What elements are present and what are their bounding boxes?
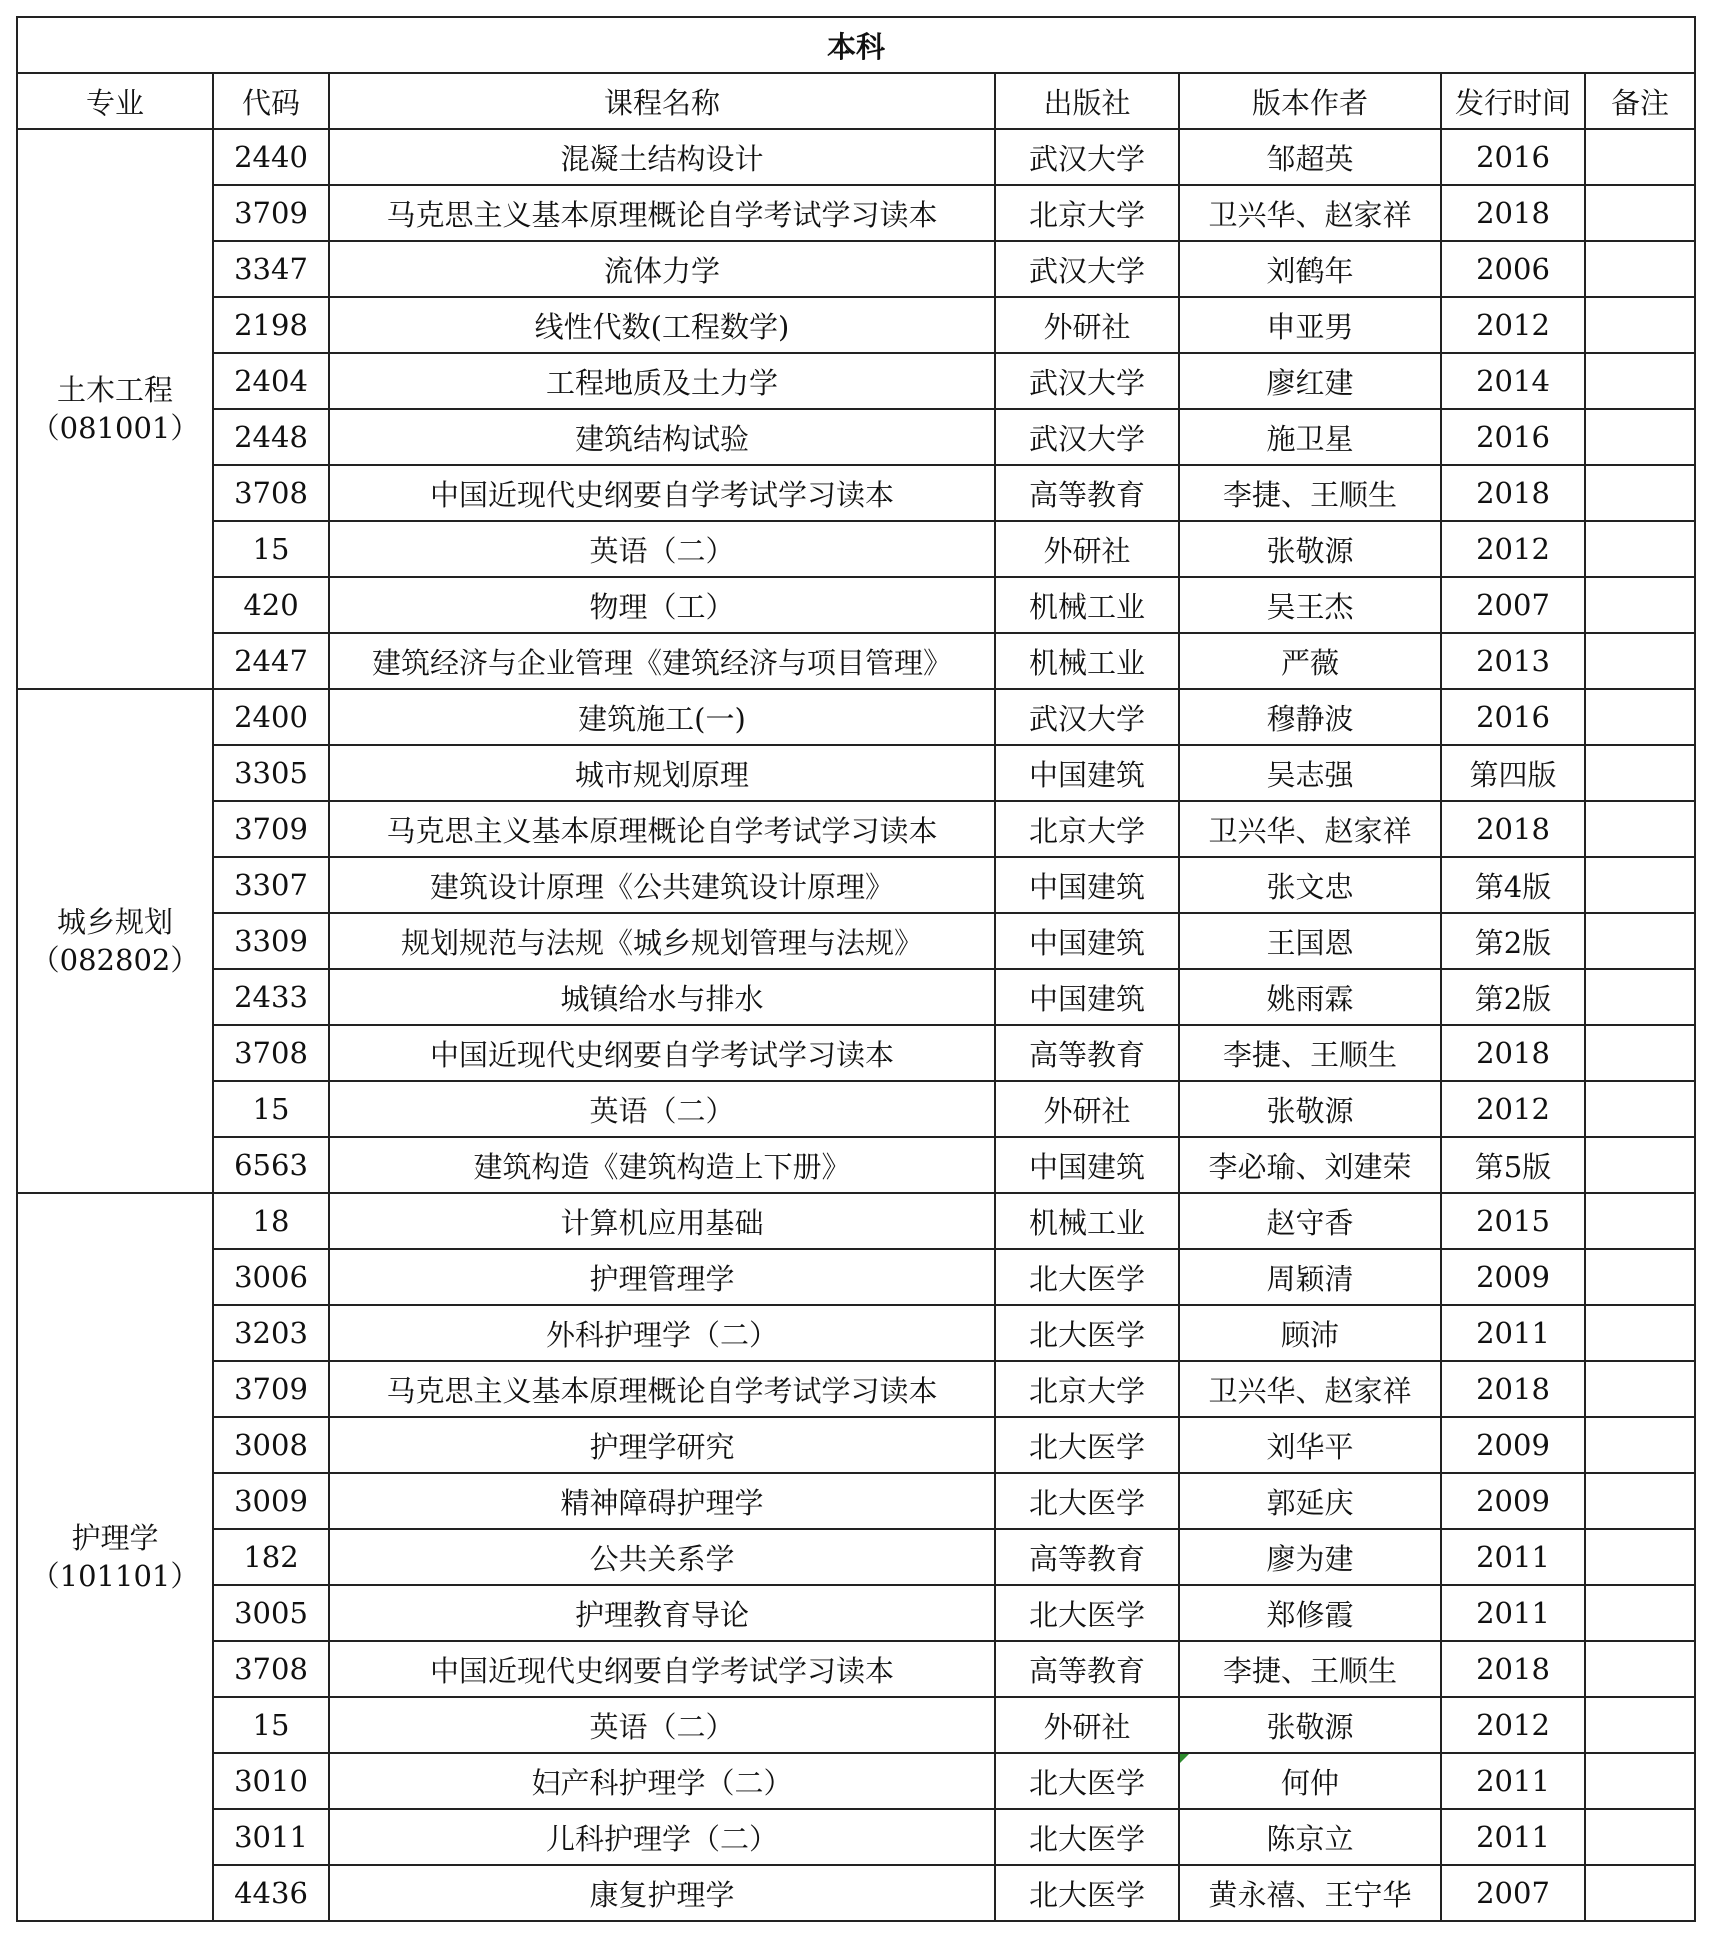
- table-row: [17, 913, 1695, 969]
- course-cell: 物理（工）: [329, 577, 995, 633]
- course-cell: 妇产科护理学（二）: [329, 1753, 995, 1809]
- code-cell: 3709: [213, 185, 329, 241]
- table-row: [17, 1585, 1695, 1641]
- note-cell: [1585, 577, 1695, 633]
- table-row: [17, 1249, 1695, 1305]
- major-code: （081001）: [30, 411, 200, 445]
- author-cell: 郑修霞: [1179, 1585, 1441, 1641]
- author-cell: 李捷、王顺生: [1179, 1641, 1441, 1697]
- note-cell: [1585, 185, 1695, 241]
- note-cell: [1585, 1305, 1695, 1361]
- author-cell: 陈京立: [1179, 1809, 1441, 1865]
- table-row: [17, 689, 1695, 745]
- date-cell: 2009: [1441, 1249, 1585, 1305]
- table-row: [17, 297, 1695, 353]
- date-cell: 第2版: [1441, 913, 1585, 969]
- code-cell: 2433: [213, 969, 329, 1025]
- publisher-cell: 中国建筑: [995, 1137, 1179, 1193]
- author-cell: 廖红建: [1179, 353, 1441, 409]
- code-cell: 3011: [213, 1809, 329, 1865]
- table-row: [17, 1753, 1695, 1809]
- date-cell: 2018: [1441, 185, 1585, 241]
- table-row: [17, 633, 1695, 689]
- table-row: [17, 241, 1695, 297]
- author-cell: 刘华平: [1179, 1417, 1441, 1473]
- date-cell: 第4版: [1441, 857, 1585, 913]
- date-cell: 2011: [1441, 1753, 1585, 1809]
- date-cell: 第5版: [1441, 1137, 1585, 1193]
- author-cell: 卫兴华、赵家祥: [1179, 1361, 1441, 1417]
- code-cell: 15: [213, 1081, 329, 1137]
- publisher-cell: 北大医学: [995, 1585, 1179, 1641]
- date-cell: 2011: [1441, 1585, 1585, 1641]
- author-cell: 张敬源: [1179, 1697, 1441, 1753]
- date-cell: 2018: [1441, 465, 1585, 521]
- date-cell: 2018: [1441, 1361, 1585, 1417]
- date-cell: 2016: [1441, 129, 1585, 185]
- table-row: [17, 1697, 1695, 1753]
- course-cell: 中国近现代史纲要自学考试学习读本: [329, 465, 995, 521]
- major-name: 城乡规划: [56, 905, 173, 939]
- code-cell: 2448: [213, 409, 329, 465]
- date-cell: 2006: [1441, 241, 1585, 297]
- publisher-cell: 外研社: [995, 1081, 1179, 1137]
- author-cell: 顾沛: [1179, 1305, 1441, 1361]
- note-cell: [1585, 1361, 1695, 1417]
- code-cell: 3305: [213, 745, 329, 801]
- date-cell: 2011: [1441, 1529, 1585, 1585]
- publisher-cell: 中国建筑: [995, 745, 1179, 801]
- publisher-cell: 机械工业: [995, 1193, 1179, 1249]
- course-cell: 护理教育导论: [329, 1585, 995, 1641]
- code-cell: 3010: [213, 1753, 329, 1809]
- date-cell: 2013: [1441, 633, 1585, 689]
- publisher-cell: 北大医学: [995, 1865, 1179, 1921]
- note-cell: [1585, 409, 1695, 465]
- code-cell: 2447: [213, 633, 329, 689]
- note-cell: [1585, 521, 1695, 577]
- code-cell: 3709: [213, 1361, 329, 1417]
- course-cell: 中国近现代史纲要自学考试学习读本: [329, 1025, 995, 1081]
- author-cell: 邹超英: [1179, 129, 1441, 185]
- code-cell: 3006: [213, 1249, 329, 1305]
- course-cell: 计算机应用基础: [329, 1193, 995, 1249]
- header-author: 版本作者: [1179, 73, 1441, 129]
- note-cell: [1585, 1585, 1695, 1641]
- course-cell: 建筑结构试验: [329, 409, 995, 465]
- note-cell: [1585, 1137, 1695, 1193]
- course-cell: 规划规范与法规《城乡规划管理与法规》: [329, 913, 995, 969]
- course-cell: 建筑施工(一): [329, 689, 995, 745]
- publisher-cell: 高等教育: [995, 465, 1179, 521]
- code-cell: 3347: [213, 241, 329, 297]
- publisher-cell: 外研社: [995, 521, 1179, 577]
- code-cell: 4436: [213, 1865, 329, 1921]
- course-table: [16, 16, 1696, 1922]
- table-row: [17, 1025, 1695, 1081]
- header-publisher: 出版社: [995, 73, 1179, 129]
- date-cell: 2012: [1441, 521, 1585, 577]
- course-cell: 精神障碍护理学: [329, 1473, 995, 1529]
- code-cell: 3009: [213, 1473, 329, 1529]
- table-title: 本科: [17, 17, 1695, 73]
- note-cell: [1585, 465, 1695, 521]
- table-row: [17, 521, 1695, 577]
- course-cell: 英语（二）: [329, 1081, 995, 1137]
- date-cell: 2016: [1441, 409, 1585, 465]
- note-cell: [1585, 353, 1695, 409]
- code-cell: 6563: [213, 1137, 329, 1193]
- table-row: [17, 353, 1695, 409]
- course-cell: 儿科护理学（二）: [329, 1809, 995, 1865]
- date-cell: 2011: [1441, 1809, 1585, 1865]
- author-cell: 张敬源: [1179, 1081, 1441, 1137]
- note-cell: [1585, 1417, 1695, 1473]
- author-cell: 郭延庆: [1179, 1473, 1441, 1529]
- header-date: 发行时间: [1441, 73, 1585, 129]
- code-cell: 3708: [213, 1025, 329, 1081]
- major-name: 土木工程: [56, 373, 173, 407]
- note-cell: [1585, 913, 1695, 969]
- note-cell: [1585, 1865, 1695, 1921]
- note-cell: [1585, 297, 1695, 353]
- course-cell: 城镇给水与排水: [329, 969, 995, 1025]
- author-cell: 赵守香: [1179, 1193, 1441, 1249]
- course-cell: 马克思主义基本原理概论自学考试学习读本: [329, 185, 995, 241]
- code-cell: 3005: [213, 1585, 329, 1641]
- table-row: [17, 577, 1695, 633]
- author-cell: 严薇: [1179, 633, 1441, 689]
- course-cell: 建筑构造《建筑构造上下册》: [329, 1137, 995, 1193]
- header-code: 代码: [213, 73, 329, 129]
- table-row: [17, 745, 1695, 801]
- publisher-cell: 武汉大学: [995, 689, 1179, 745]
- author-cell: 王国恩: [1179, 913, 1441, 969]
- major-code: （101101）: [30, 1559, 200, 1593]
- date-cell: 第2版: [1441, 969, 1585, 1025]
- publisher-cell: 高等教育: [995, 1025, 1179, 1081]
- major-name: 护理学: [71, 1521, 159, 1555]
- code-cell: 3708: [213, 465, 329, 521]
- date-cell: 2016: [1441, 689, 1585, 745]
- note-cell: [1585, 129, 1695, 185]
- course-cell: 城市规划原理: [329, 745, 995, 801]
- note-cell: [1585, 1473, 1695, 1529]
- publisher-cell: 北大医学: [995, 1417, 1179, 1473]
- publisher-cell: 中国建筑: [995, 969, 1179, 1025]
- table-row: [17, 1305, 1695, 1361]
- course-cell: 流体力学: [329, 241, 995, 297]
- author-cell: 卫兴华、赵家祥: [1179, 185, 1441, 241]
- date-cell: 2014: [1441, 353, 1585, 409]
- table-row: [17, 969, 1695, 1025]
- code-cell: 3203: [213, 1305, 329, 1361]
- note-cell: [1585, 633, 1695, 689]
- table-row: [17, 1529, 1695, 1585]
- date-cell: 2007: [1441, 577, 1585, 633]
- publisher-cell: 北大医学: [995, 1809, 1179, 1865]
- publisher-cell: 武汉大学: [995, 129, 1179, 185]
- table-row: [17, 465, 1695, 521]
- course-cell: 护理学研究: [329, 1417, 995, 1473]
- code-cell: 2400: [213, 689, 329, 745]
- author-cell: 李捷、王顺生: [1179, 465, 1441, 521]
- major-cell: [17, 129, 213, 689]
- author-cell: 施卫星: [1179, 409, 1441, 465]
- major-cell: [17, 689, 213, 1193]
- publisher-cell: 中国建筑: [995, 913, 1179, 969]
- author-cell: 穆静波: [1179, 689, 1441, 745]
- note-cell: [1585, 1249, 1695, 1305]
- code-cell: 3307: [213, 857, 329, 913]
- note-cell: [1585, 1081, 1695, 1137]
- publisher-cell: 北大医学: [995, 1473, 1179, 1529]
- note-cell: [1585, 1697, 1695, 1753]
- course-cell: 英语（二）: [329, 1697, 995, 1753]
- course-cell: 护理管理学: [329, 1249, 995, 1305]
- date-cell: 第四版: [1441, 745, 1585, 801]
- course-cell: 中国近现代史纲要自学考试学习读本: [329, 1641, 995, 1697]
- course-cell: 建筑经济与企业管理《建筑经济与项目管理》: [329, 633, 995, 689]
- table-row: [17, 1809, 1695, 1865]
- header-note: 备注: [1585, 73, 1695, 129]
- date-cell: 2009: [1441, 1473, 1585, 1529]
- major-code: （082802）: [30, 943, 200, 977]
- table-row: [17, 185, 1695, 241]
- note-cell: [1585, 241, 1695, 297]
- course-cell: 康复护理学: [329, 1865, 995, 1921]
- code-cell: 2440: [213, 129, 329, 185]
- note-cell: [1585, 1753, 1695, 1809]
- table-body: [17, 129, 1695, 1921]
- author-cell: 黄永禧、王宁华: [1179, 1865, 1441, 1921]
- date-cell: 2012: [1441, 1081, 1585, 1137]
- table-row: [17, 1081, 1695, 1137]
- course-cell: 外科护理学（二）: [329, 1305, 995, 1361]
- table-row: [17, 129, 1695, 185]
- date-cell: 2012: [1441, 297, 1585, 353]
- course-cell: 线性代数(工程数学): [329, 297, 995, 353]
- date-cell: 2018: [1441, 1025, 1585, 1081]
- code-cell: 420: [213, 577, 329, 633]
- author-cell: 姚雨霖: [1179, 969, 1441, 1025]
- note-cell: [1585, 1529, 1695, 1585]
- table-row: [17, 1137, 1695, 1193]
- publisher-cell: 北大医学: [995, 1249, 1179, 1305]
- publisher-cell: 北大医学: [995, 1753, 1179, 1809]
- course-cell: 建筑设计原理《公共建筑设计原理》: [329, 857, 995, 913]
- note-cell: [1585, 857, 1695, 913]
- date-cell: 2015: [1441, 1193, 1585, 1249]
- code-cell: 182: [213, 1529, 329, 1585]
- author-cell: 张文忠: [1179, 857, 1441, 913]
- table-row: [17, 1417, 1695, 1473]
- course-cell: 马克思主义基本原理概论自学考试学习读本: [329, 1361, 995, 1417]
- header-course: 课程名称: [329, 73, 995, 129]
- date-cell: 2009: [1441, 1417, 1585, 1473]
- publisher-cell: 武汉大学: [995, 409, 1179, 465]
- note-cell: [1585, 745, 1695, 801]
- publisher-cell: 机械工业: [995, 633, 1179, 689]
- course-cell: 公共关系学: [329, 1529, 995, 1585]
- note-cell: [1585, 689, 1695, 745]
- header-major: 专业: [17, 73, 213, 129]
- date-cell: 2007: [1441, 1865, 1585, 1921]
- date-cell: 2018: [1441, 1641, 1585, 1697]
- publisher-cell: 北京大学: [995, 185, 1179, 241]
- author-cell: 刘鹤年: [1179, 241, 1441, 297]
- code-cell: 3708: [213, 1641, 329, 1697]
- author-cell: 吴志强: [1179, 745, 1441, 801]
- author-cell: 李捷、王顺生: [1179, 1025, 1441, 1081]
- date-cell: 2018: [1441, 801, 1585, 857]
- date-cell: 2011: [1441, 1305, 1585, 1361]
- course-cell: 混凝土结构设计: [329, 129, 995, 185]
- code-cell: 3309: [213, 913, 329, 969]
- course-cell: 英语（二）: [329, 521, 995, 577]
- note-cell: [1585, 1025, 1695, 1081]
- publisher-cell: 中国建筑: [995, 857, 1179, 913]
- publisher-cell: 外研社: [995, 1697, 1179, 1753]
- table-row: [17, 801, 1695, 857]
- table-row: [17, 1361, 1695, 1417]
- publisher-cell: 高等教育: [995, 1641, 1179, 1697]
- author-cell: 申亚男: [1179, 297, 1441, 353]
- code-cell: 3709: [213, 801, 329, 857]
- author-cell: 张敬源: [1179, 521, 1441, 577]
- table-row: [17, 1473, 1695, 1529]
- author-cell: 何仲: [1179, 1753, 1441, 1809]
- table-row: [17, 1641, 1695, 1697]
- author-cell: 廖为建: [1179, 1529, 1441, 1585]
- publisher-cell: 武汉大学: [995, 353, 1179, 409]
- code-cell: 3008: [213, 1417, 329, 1473]
- publisher-cell: 北大医学: [995, 1305, 1179, 1361]
- publisher-cell: 武汉大学: [995, 241, 1179, 297]
- course-cell: 马克思主义基本原理概论自学考试学习读本: [329, 801, 995, 857]
- publisher-cell: 北京大学: [995, 801, 1179, 857]
- author-cell: 李必瑜、刘建荣: [1179, 1137, 1441, 1193]
- major-cell: [17, 1193, 213, 1921]
- table-row: [17, 857, 1695, 913]
- publisher-cell: 机械工业: [995, 577, 1179, 633]
- course-cell: 工程地质及土力学: [329, 353, 995, 409]
- note-cell: [1585, 1193, 1695, 1249]
- table-row: [17, 1865, 1695, 1921]
- publisher-cell: 高等教育: [995, 1529, 1179, 1585]
- code-cell: 2404: [213, 353, 329, 409]
- note-cell: [1585, 1809, 1695, 1865]
- author-cell: 吴王杰: [1179, 577, 1441, 633]
- code-cell: 15: [213, 1697, 329, 1753]
- publisher-cell: 外研社: [995, 297, 1179, 353]
- note-cell: [1585, 1641, 1695, 1697]
- note-cell: [1585, 969, 1695, 1025]
- date-cell: 2012: [1441, 1697, 1585, 1753]
- code-cell: 2198: [213, 297, 329, 353]
- code-cell: 18: [213, 1193, 329, 1249]
- author-cell: 周颖清: [1179, 1249, 1441, 1305]
- table-row: [17, 1193, 1695, 1249]
- publisher-cell: 北京大学: [995, 1361, 1179, 1417]
- code-cell: 15: [213, 521, 329, 577]
- author-cell: 卫兴华、赵家祥: [1179, 801, 1441, 857]
- note-cell: [1585, 801, 1695, 857]
- table-row: [17, 409, 1695, 465]
